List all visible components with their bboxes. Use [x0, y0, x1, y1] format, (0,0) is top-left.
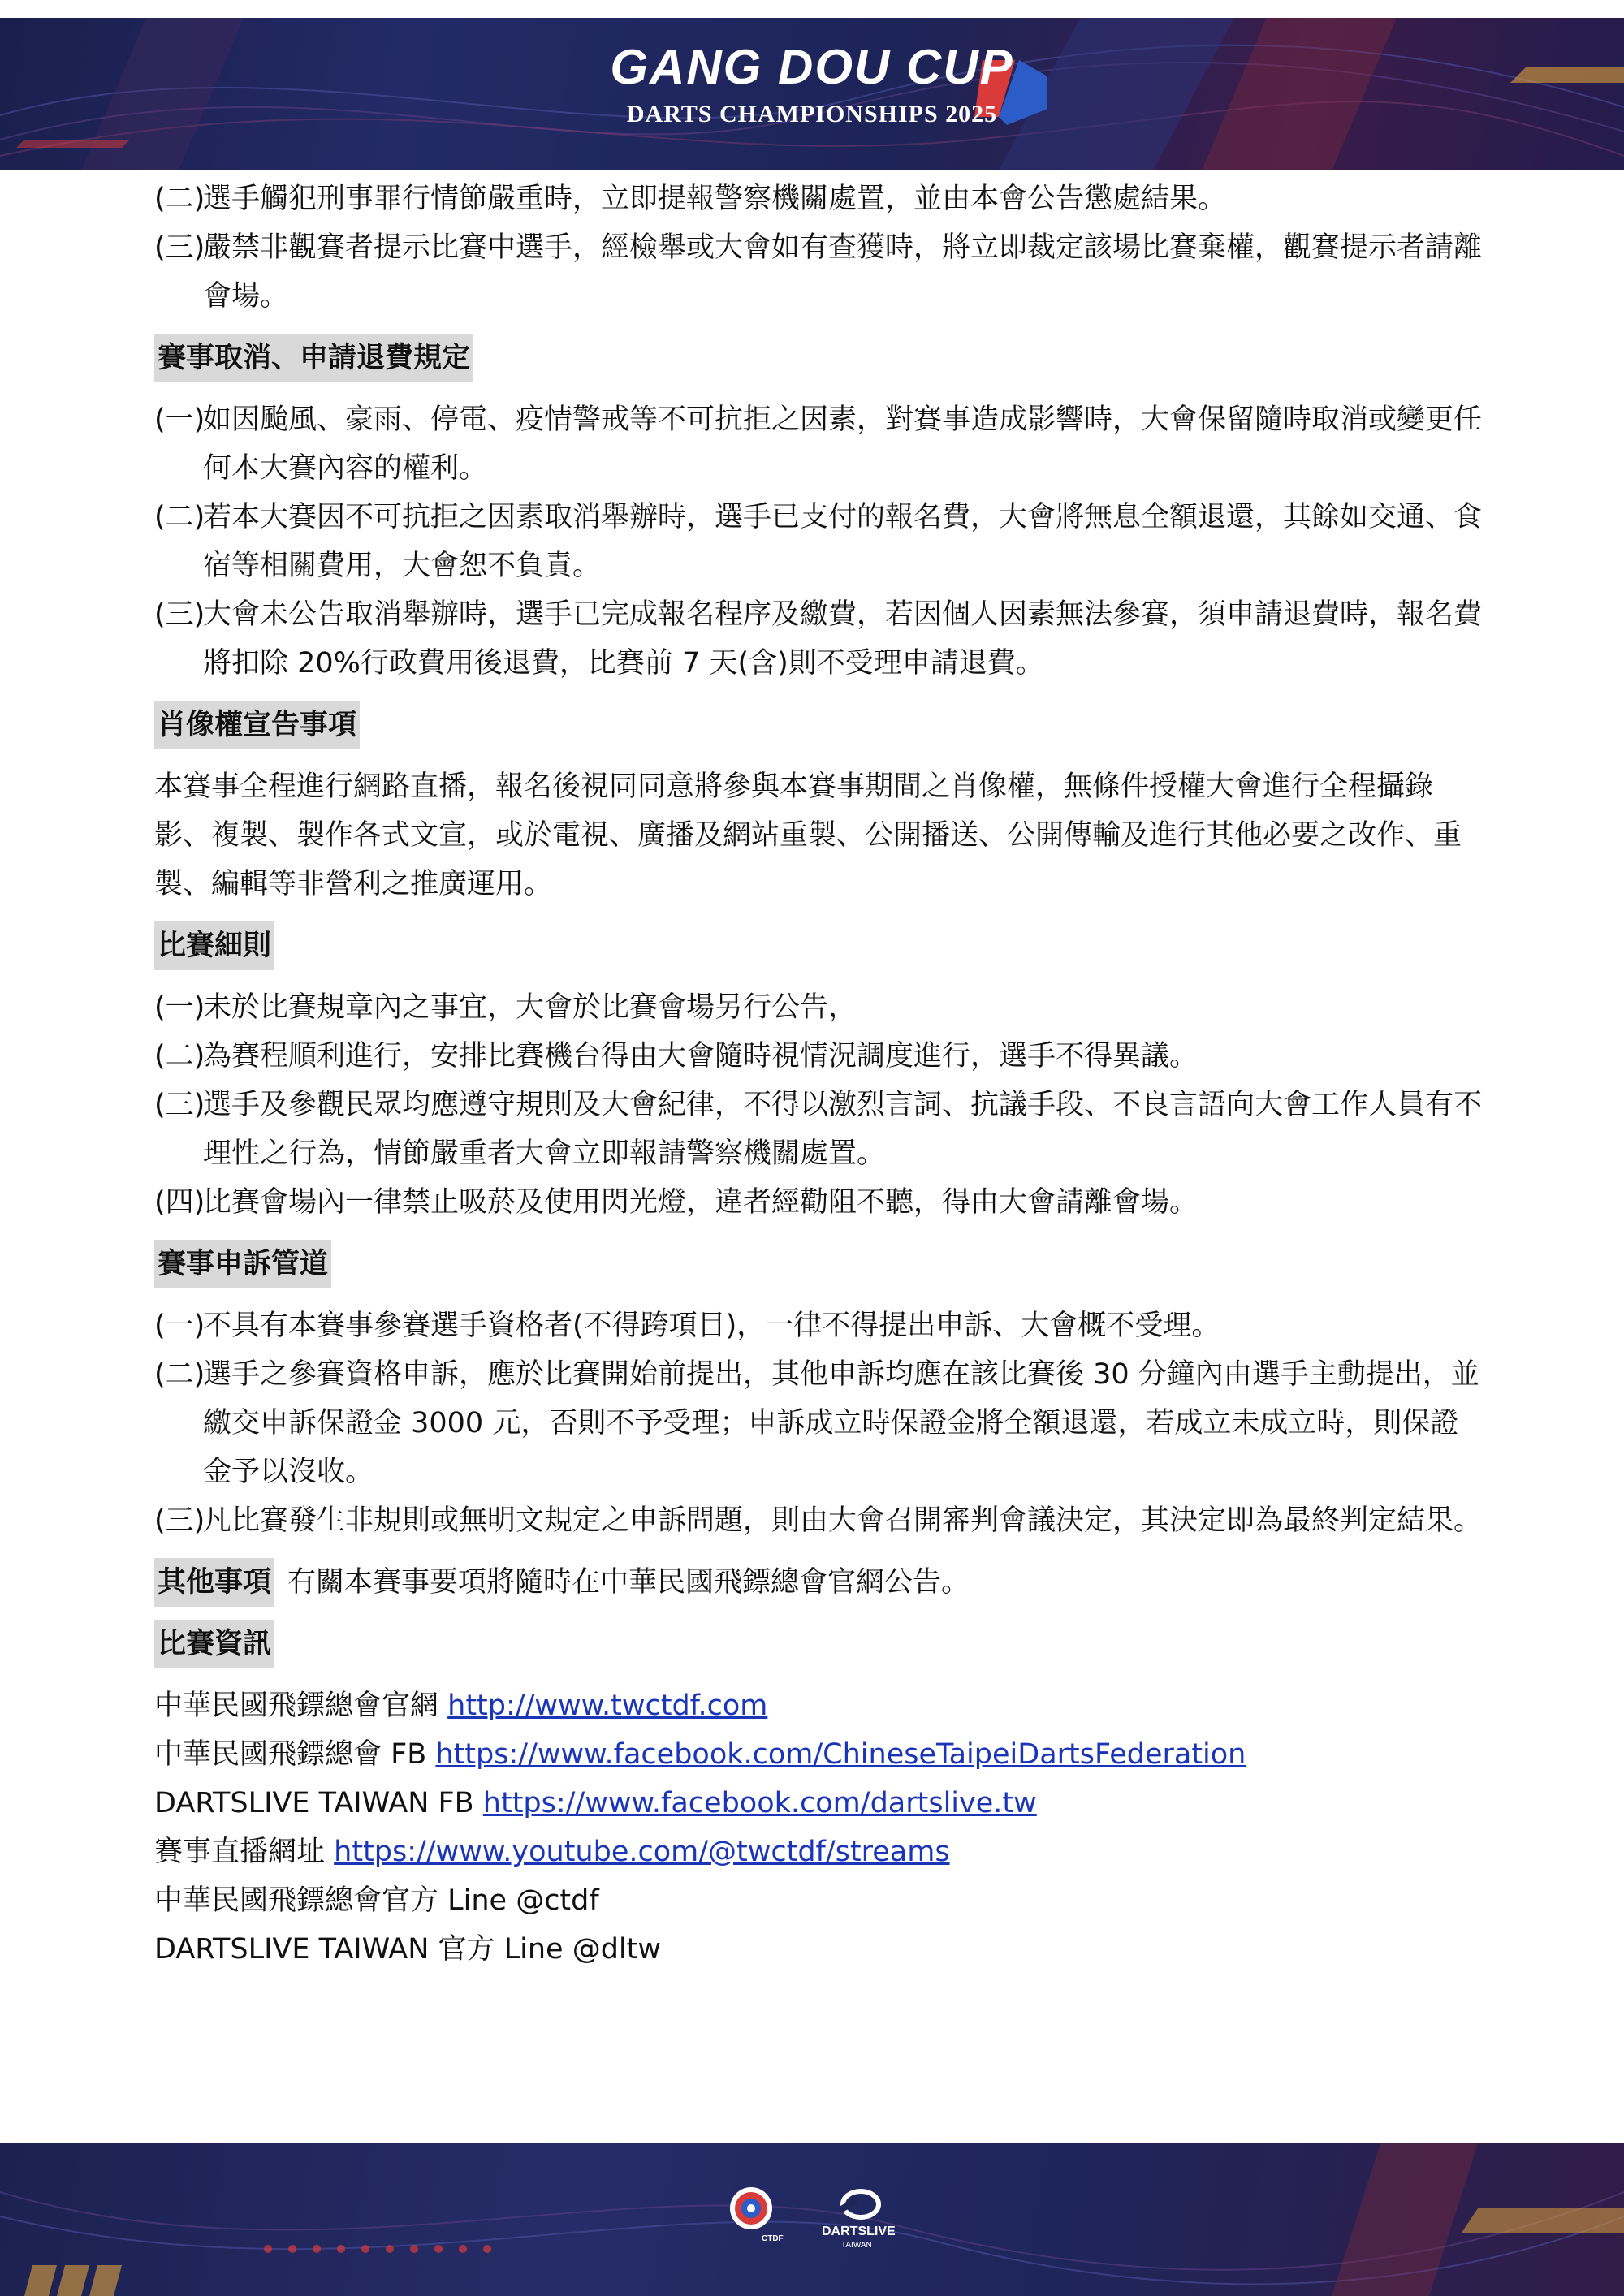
- list-item: [154, 983, 1486, 1032]
- section-heading-appeal: 賽事申訴管道: [154, 1240, 331, 1288]
- item-number: (三): [154, 231, 205, 264]
- item-text: 若本大賽因不可抗拒之因素取消舉辦時，選手已支付的報名費，大會將無息全額退還，其餘如交通、食宿等相關費用，大會恕不負責。: [203, 501, 1483, 582]
- dartslive-label: DARTSLIVE: [822, 2225, 896, 2238]
- item-text: 如因颱風、豪雨、停電、疫情警戒等不可抗拒之因素，對賽事造成影響時，大會保留隨時取消或變更任何本大賽內容的權利。: [203, 404, 1483, 485]
- list-item: [154, 175, 1486, 223]
- line-ctdf-text: 中華民國飛鏢總會官方 Line @ctdf: [154, 1884, 599, 1917]
- list-item: [154, 1178, 1486, 1227]
- item-number: (一): [154, 1310, 205, 1342]
- facebook-dartslive-link[interactable]: https://www.facebook.com/dartslive.tw: [482, 1787, 1037, 1819]
- info-line: [154, 1681, 1486, 1730]
- other-section: [154, 1558, 1486, 1607]
- info-label: 中華民國飛鏢總會官網: [154, 1690, 448, 1722]
- footer-logos: [723, 2184, 918, 2257]
- info-label: 中華民國飛鏢總會 FB: [154, 1738, 436, 1771]
- section-heading-info: 比賽資訊: [154, 1620, 274, 1668]
- item-number: (四): [154, 1186, 205, 1219]
- document-body: [154, 175, 1486, 1974]
- list-item: [154, 1350, 1486, 1496]
- portrait-paragraph: 本賽事全程進行網路直播，報名後視同同意將參與本賽事期間之肖像權，無條件授權大會進行全程攝錄影、複製、製作各式文宣，或於電視、廣播及網站重製、公開播送、公開傳輸及進行其他必要之改作、重製、編輯等非營利之推廣運用。: [154, 770, 1462, 900]
- list-item: [154, 1032, 1486, 1081]
- section-heading-portrait: 肖像權宣告事項: [154, 701, 360, 749]
- info-line: [154, 1876, 1486, 1925]
- item-number: (三): [154, 598, 205, 631]
- item-number: (三): [154, 1089, 205, 1121]
- info-line: [154, 1779, 1486, 1828]
- info-line: [154, 1828, 1486, 1876]
- item-number: (二): [154, 1040, 205, 1072]
- info-line: [154, 1730, 1486, 1779]
- dartslive-sublabel: TAIWAN: [841, 2241, 872, 2250]
- section-heading-other: 其他事項: [154, 1558, 274, 1607]
- item-number: (一): [154, 404, 205, 436]
- list-item: [154, 1081, 1486, 1178]
- item-text: 大會未公告取消舉辦時，選手已完成報名程序及繳費，若因個人因素無法參賽，須申請退費時，報名費將扣除 20%行政費用後退費，比賽前 7 天(含)則不受理申請退費。: [203, 598, 1483, 680]
- event-title: GANG DOU CUP: [610, 40, 1014, 94]
- item-text: 凡比賽發生非規則或無明文規定之申訴問題，則由大會召開審判會議決定，其決定即為最終判定結果。: [203, 1504, 1483, 1537]
- item-text: 選手之參賽資格申訴，應於比賽開始前提出，其他申訴均應在該比賽後 30 分鐘內由選手主動提出，並繳交申訴保證金 3000 元，否則不予受理；申訴成立時保證金將全額退還，若成立未成立時，則保證金予以沒收。: [203, 1358, 1479, 1488]
- info-line: [154, 1925, 1486, 1974]
- other-text: 有關本賽事要項將隨時在中華民國飛鏢總會官網公告。: [287, 1566, 970, 1599]
- facebook-ctdf-link[interactable]: https://www.facebook.com/ChineseTaipeiDartsFederation: [435, 1738, 1246, 1771]
- youtube-stream-link[interactable]: https://www.youtube.com/@twctdf/streams: [334, 1836, 950, 1868]
- list-item: [154, 395, 1486, 493]
- list-item: [154, 1301, 1486, 1350]
- ctdf-label: CTDF: [762, 2234, 784, 2243]
- list-item: [154, 493, 1486, 590]
- item-text: 比賽會場內一律禁止吸菸及使用閃光燈，違者經勸阻不聽，得由大會請離會場。: [203, 1186, 1199, 1219]
- item-text: 選手觸犯刑事罪行情節嚴重時，立即提報警察機關處置，並由本會公告懲處結果。: [203, 183, 1227, 215]
- info-label: 賽事直播網址: [154, 1836, 335, 1868]
- info-label: DARTSLIVE TAIWAN FB: [154, 1787, 483, 1819]
- line-dartslive-text: DARTSLIVE TAIWAN 官方 Line @dltw: [154, 1933, 662, 1966]
- item-text: 為賽程順利進行，安排比賽機台得由大會隨時視情況調度進行，選手不得異議。: [203, 1040, 1199, 1072]
- event-subtitle: DARTS CHAMPIONSHIPS 2025: [626, 101, 998, 127]
- list-item: [154, 590, 1486, 688]
- item-number: (二): [154, 1358, 205, 1391]
- section-heading-rules: 比賽細則: [154, 921, 274, 970]
- section-heading-cancel: 賽事取消、申請退費規定: [154, 334, 473, 382]
- item-number: (三): [154, 1504, 205, 1537]
- item-text: 未於比賽規章內之事宜，大會於比賽會場另行公告，: [203, 991, 857, 1024]
- item-text: 選手及參觀民眾均應遵守規則及大會紀律，不得以激烈言詞、抗議手段、不良言語向大會工作人員有不理性之行為，情節嚴重者大會立即報請警察機關處置。: [203, 1089, 1483, 1170]
- item-number: (二): [154, 183, 205, 215]
- item-text: 嚴禁非觀賽者提示比賽中選手，經檢舉或大會如有查獲時，將立即裁定該場比賽棄權，觀賽提示者請離會場。: [203, 231, 1483, 313]
- list-item: [154, 1496, 1486, 1545]
- item-number: (一): [154, 991, 205, 1024]
- item-text: 不具有本賽事參賽選手資格者(不得跨項目)，一律不得提出申訴、大會概不受理。: [203, 1310, 1220, 1342]
- dartslive-logo-icon: [836, 2184, 885, 2225]
- website-link[interactable]: http://www.twctdf.com: [447, 1690, 768, 1722]
- item-number: (二): [154, 501, 205, 533]
- list-item: [154, 223, 1486, 321]
